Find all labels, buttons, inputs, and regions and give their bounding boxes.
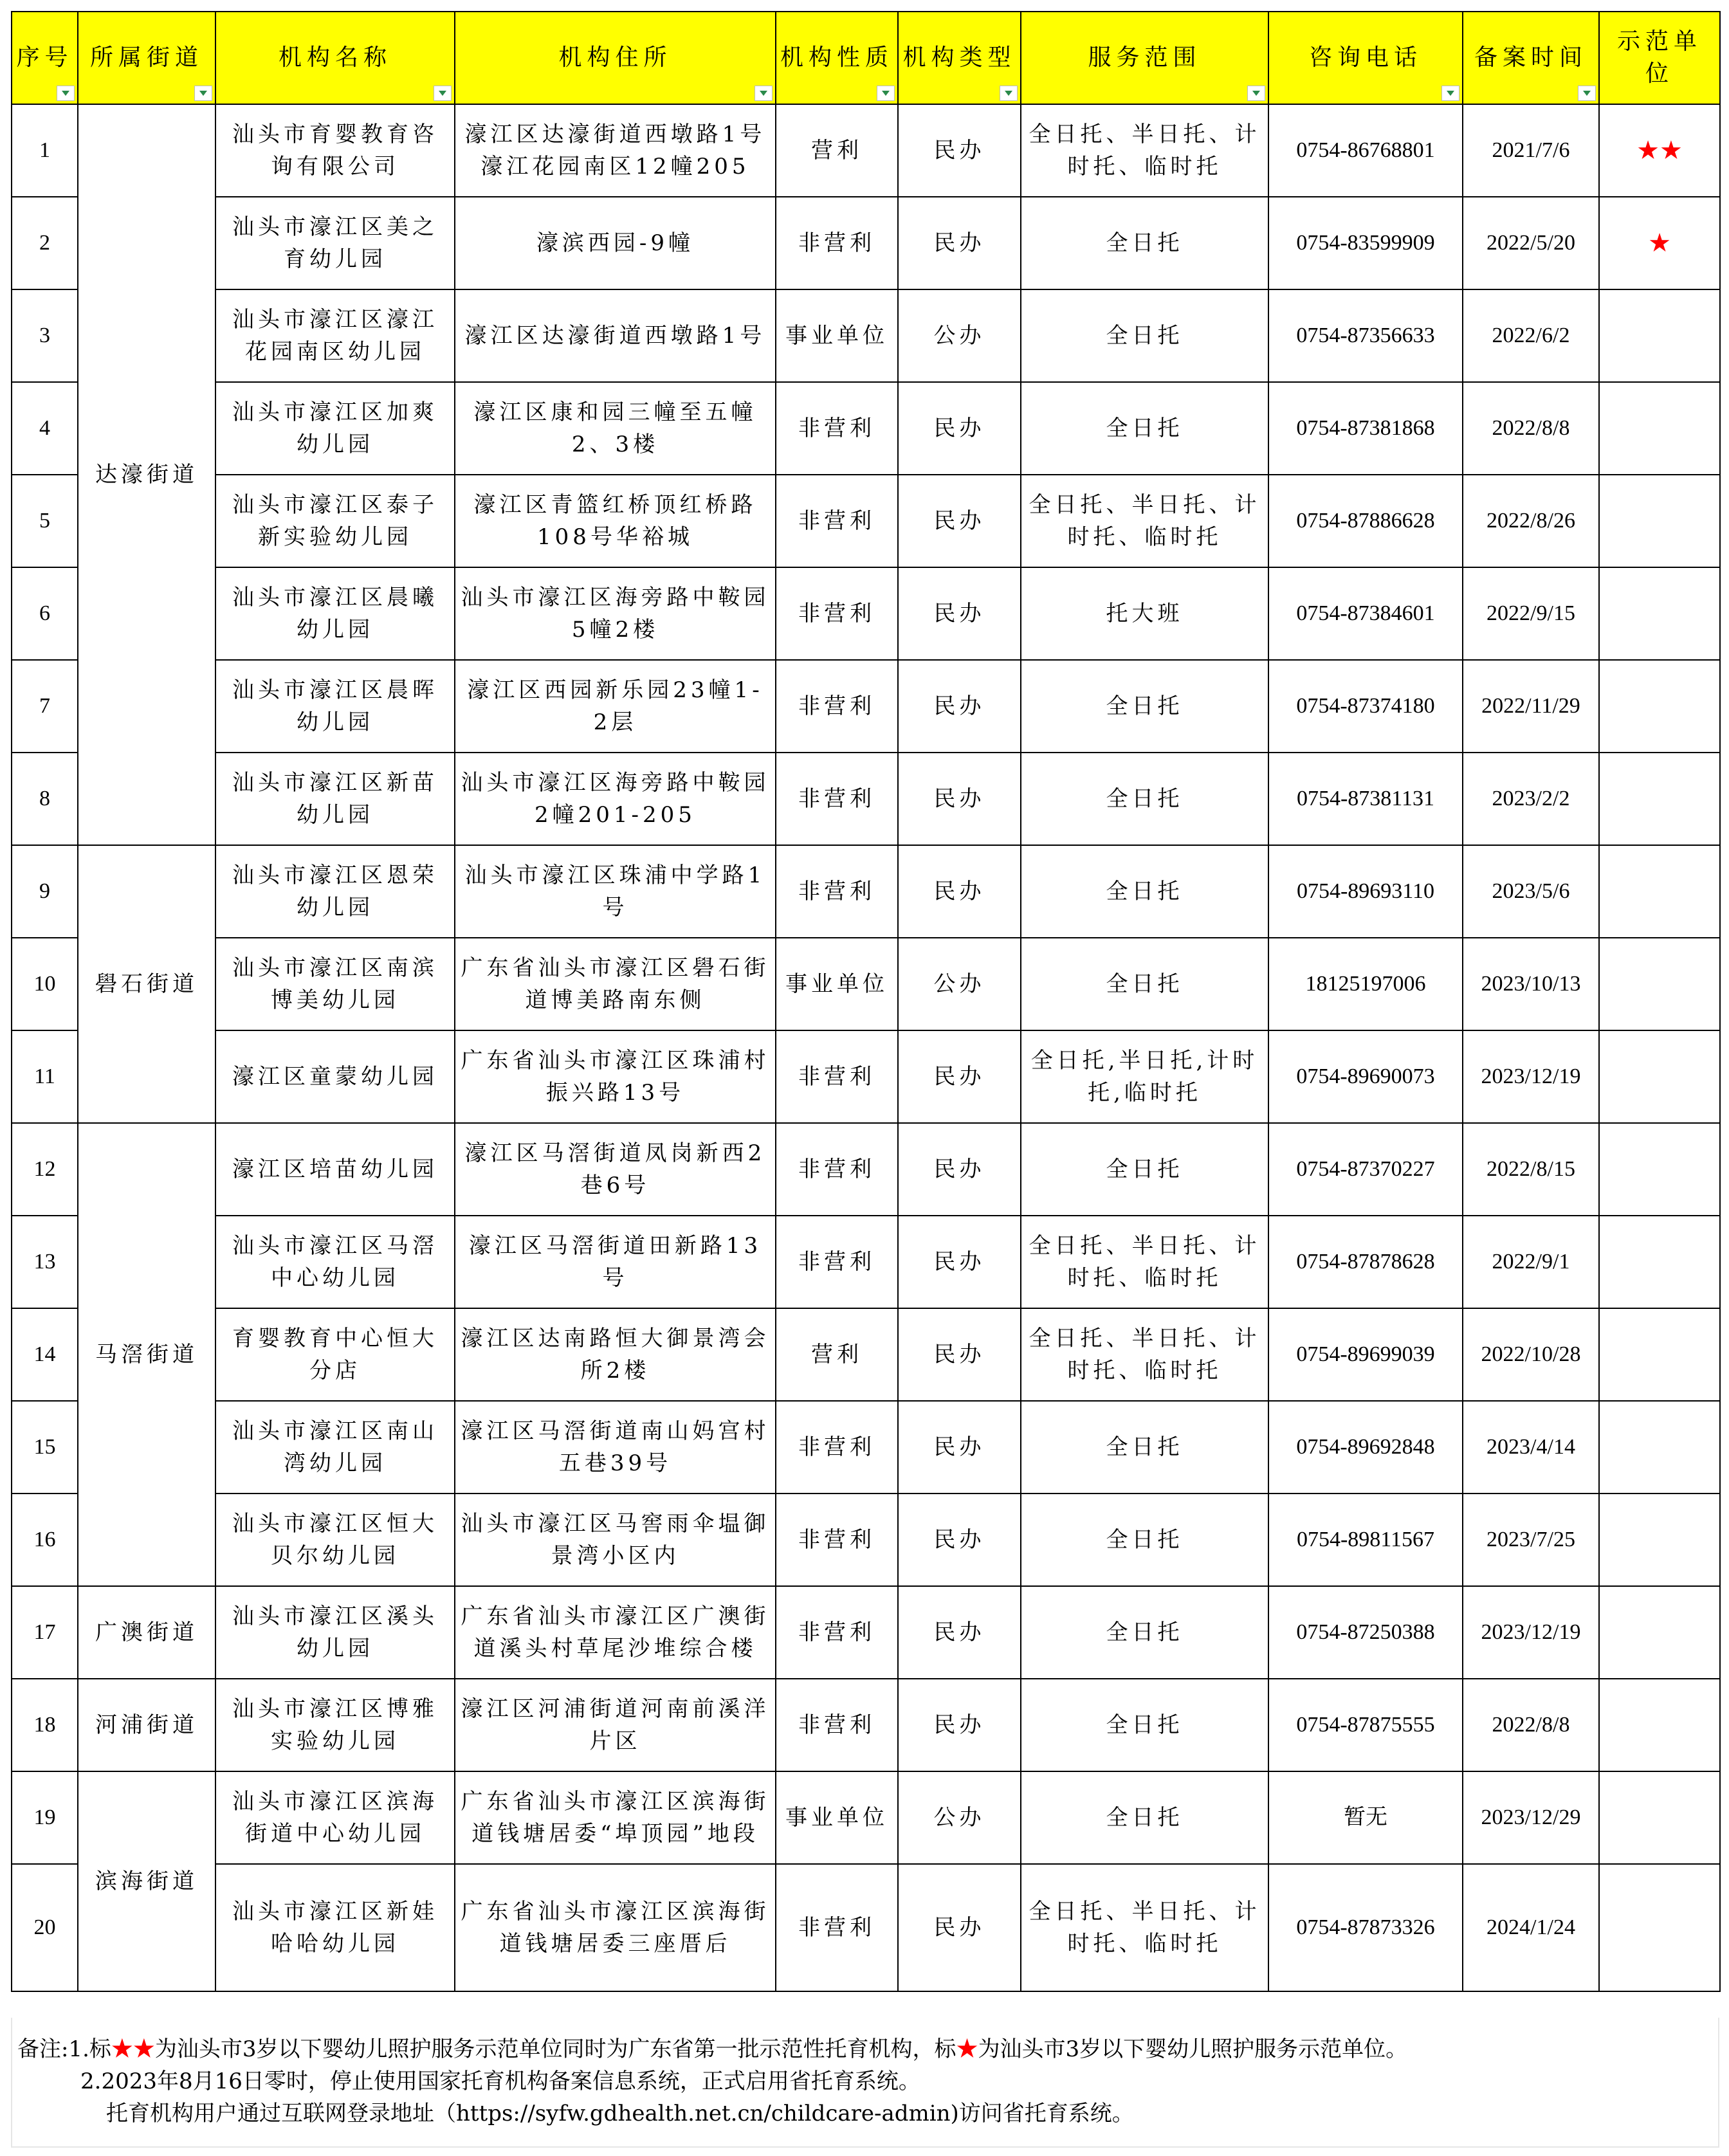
cell-date: 2023/10/13 — [1463, 938, 1599, 1030]
table-row — [12, 289, 1720, 382]
cell-no: 7 — [12, 660, 78, 753]
cell-name: 汕头市濠江区南山湾幼儿园 — [215, 1401, 455, 1494]
star-icon: ★ — [956, 2036, 978, 2062]
cell-no: 20 — [12, 1864, 78, 1991]
header-phone: 咨询电话 — [1268, 12, 1463, 104]
cell-phone: 0754-86768801 — [1268, 104, 1463, 197]
cell-demo-stars — [1599, 753, 1720, 845]
cell-no: 14 — [12, 1308, 78, 1401]
cell-demo-stars — [1599, 1771, 1720, 1864]
cell-date: 2022/11/29 — [1463, 660, 1599, 753]
cell-no: 9 — [12, 845, 78, 938]
cell-type: 民办 — [898, 567, 1021, 660]
cell-demo-stars — [1599, 1864, 1720, 1991]
cell-date: 2023/12/19 — [1463, 1586, 1599, 1679]
cell-address: 濠江区达濠街道西墩路1号濠江花园南区12幢205 — [455, 104, 776, 197]
cell-demo-stars — [1599, 1401, 1720, 1494]
cell-nature: 事业单位 — [776, 938, 898, 1030]
notes — [11, 2018, 1719, 2148]
cell-type: 民办 — [898, 660, 1021, 753]
cell-address: 濠江区康和园三幢至五幢2、3楼 — [455, 382, 776, 475]
cell-nature: 非营利 — [776, 1494, 898, 1586]
cell-nature: 非营利 — [776, 845, 898, 938]
cell-no: 15 — [12, 1401, 78, 1494]
cell-phone: 0754-89690073 — [1268, 1030, 1463, 1123]
cell-street: 河浦街道 — [78, 1679, 215, 1771]
cell-type: 民办 — [898, 1123, 1021, 1216]
cell-phone: 0754-89692848 — [1268, 1401, 1463, 1494]
cell-demo-stars — [1599, 567, 1720, 660]
cell-phone: 0754-87356633 — [1268, 289, 1463, 382]
cell-type: 民办 — [898, 845, 1021, 938]
table-row — [12, 104, 1720, 197]
cell-phone: 0754-87875555 — [1268, 1679, 1463, 1771]
cell-date: 2022/8/8 — [1463, 1679, 1599, 1771]
cell-name: 汕头市濠江区博雅实验幼儿园 — [215, 1679, 455, 1771]
cell-address: 广东省汕头市濠江区滨海街道钱塘居委“埠顶园”地段 — [455, 1771, 776, 1864]
cell-type: 民办 — [898, 1216, 1021, 1308]
cell-no: 8 — [12, 753, 78, 845]
table-row — [12, 1679, 1720, 1771]
cell-address: 濠江区马滘街道田新路13号 — [455, 1216, 776, 1308]
cell-name: 育婴教育中心恒大分店 — [215, 1308, 455, 1401]
cell-nature: 营利 — [776, 1308, 898, 1401]
cell-nature: 非营利 — [776, 382, 898, 475]
cell-date: 2023/2/2 — [1463, 753, 1599, 845]
cell-address: 濠江区马滘街道凤岗新西2巷6号 — [455, 1123, 776, 1216]
cell-date: 2022/10/28 — [1463, 1308, 1599, 1401]
cell-address: 广东省汕头市濠江区滨海街道钱塘居委三座厝后 — [455, 1864, 776, 1991]
filter-dropdown-icon[interactable] — [57, 86, 75, 101]
cell-name: 汕头市濠江区晨曦幼儿园 — [215, 567, 455, 660]
note-line-1: 备注:1.标★★为汕头市3岁以下婴幼儿照护服务示范单位同时为广东省第一批示范性托育机构，标★为汕头市3岁以下婴幼儿照护服务示范单位。 — [17, 2036, 1408, 2062]
cell-phone: 0754-87374180 — [1268, 660, 1463, 753]
cell-type: 民办 — [898, 1401, 1021, 1494]
cell-type: 民办 — [898, 1586, 1021, 1679]
cell-date: 2023/5/6 — [1463, 845, 1599, 938]
cell-name: 汕头市濠江区恩荣幼儿园 — [215, 845, 455, 938]
header-name: 机构名称 — [215, 12, 455, 104]
cell-date: 2022/9/1 — [1463, 1216, 1599, 1308]
cell-name: 汕头市濠江区溪头幼儿园 — [215, 1586, 455, 1679]
cell-scope: 全日托 — [1021, 845, 1268, 938]
cell-address: 汕头市濠江区海旁路中鞍园2幢201-205 — [455, 753, 776, 845]
note-line-2: 2.2023年8月16日零时，停止使用国家托育机构备案信息系统，正式启用省托育系统。 — [80, 2069, 920, 2094]
cell-type: 民办 — [898, 1494, 1021, 1586]
cell-scope: 全日托,半日托,计时托,临时托 — [1021, 1030, 1268, 1123]
cell-date: 2022/9/15 — [1463, 567, 1599, 660]
cell-date: 2023/12/19 — [1463, 1030, 1599, 1123]
cell-type: 民办 — [898, 753, 1021, 845]
table-row — [12, 1030, 1720, 1123]
cell-nature: 非营利 — [776, 1123, 898, 1216]
header-demo: 示范单位 — [1599, 12, 1720, 104]
cell-demo-stars — [1599, 938, 1720, 1030]
cell-nature: 非营利 — [776, 567, 898, 660]
cell-nature: 事业单位 — [776, 289, 898, 382]
cell-demo-stars — [1599, 1308, 1720, 1401]
cell-type: 民办 — [898, 197, 1021, 289]
table-row — [12, 660, 1720, 753]
cell-type: 民办 — [898, 382, 1021, 475]
cell-scope: 全日托 — [1021, 1494, 1268, 1586]
cell-type: 民办 — [898, 104, 1021, 197]
cell-phone: 0754-87873326 — [1268, 1864, 1463, 1991]
cell-date: 2022/8/15 — [1463, 1123, 1599, 1216]
cell-no: 2 — [12, 197, 78, 289]
cell-demo-stars: ★★ — [1599, 104, 1720, 197]
cell-scope: 全日托 — [1021, 197, 1268, 289]
cell-phone: 0754-87886628 — [1268, 475, 1463, 567]
cell-address: 濠江区西园新乐园23幢1-2层 — [455, 660, 776, 753]
childcare-institutions-table — [11, 11, 1721, 1992]
cell-scope: 全日托 — [1021, 1586, 1268, 1679]
cell-address: 汕头市濠江区珠浦中学路1号 — [455, 845, 776, 938]
cell-name: 汕头市濠江区泰子新实验幼儿园 — [215, 475, 455, 567]
filter-dropdown-icon[interactable] — [434, 86, 452, 101]
cell-nature: 非营利 — [776, 1864, 898, 1991]
table-row — [12, 1401, 1720, 1494]
cell-address: 广东省汕头市濠江区广澳街道溪头村草尾沙堆综合楼 — [455, 1586, 776, 1679]
cell-no: 10 — [12, 938, 78, 1030]
table-row — [12, 1308, 1720, 1401]
table-body — [12, 104, 1720, 1991]
table-row — [12, 1586, 1720, 1679]
cell-scope: 全日托、半日托、计时托、临时托 — [1021, 475, 1268, 567]
cell-date: 2022/6/2 — [1463, 289, 1599, 382]
cell-type: 民办 — [898, 1864, 1021, 1991]
cell-address: 汕头市濠江区马窖雨伞塭御景湾小区内 — [455, 1494, 776, 1586]
cell-no: 1 — [12, 104, 78, 197]
cell-date: 2023/4/14 — [1463, 1401, 1599, 1494]
cell-scope: 全日托、半日托、计时托、临时托 — [1021, 1864, 1268, 1991]
cell-no: 16 — [12, 1494, 78, 1586]
cell-date: 2022/8/8 — [1463, 382, 1599, 475]
cell-demo-stars — [1599, 1030, 1720, 1123]
cell-address: 濠江区达南路恒大御景湾会所2楼 — [455, 1308, 776, 1401]
cell-name: 汕头市濠江区滨海街道中心幼儿园 — [215, 1771, 455, 1864]
cell-no: 11 — [12, 1030, 78, 1123]
cell-demo-stars — [1599, 1216, 1720, 1308]
cell-date: 2024/1/24 — [1463, 1864, 1599, 1991]
cell-demo-stars: ★ — [1599, 197, 1720, 289]
cell-scope: 全日托、半日托、计时托、临时托 — [1021, 104, 1268, 197]
cell-demo-stars — [1599, 382, 1720, 475]
cell-phone: 0754-89811567 — [1268, 1494, 1463, 1586]
filter-dropdown-icon[interactable] — [1578, 86, 1596, 101]
cell-no: 6 — [12, 567, 78, 660]
cell-date: 2022/8/26 — [1463, 475, 1599, 567]
cell-demo-stars — [1599, 1586, 1720, 1679]
cell-address: 濠滨西园-9幢 — [455, 197, 776, 289]
cell-scope: 全日托 — [1021, 1679, 1268, 1771]
cell-phone: 0754-89699039 — [1268, 1308, 1463, 1401]
cell-type: 公办 — [898, 1771, 1021, 1864]
header-date: 备案时间 — [1463, 12, 1599, 104]
cell-address: 濠江区马滘街道南山妈宫村五巷39号 — [455, 1401, 776, 1494]
header-no: 序号 — [12, 12, 78, 104]
cell-scope: 全日托 — [1021, 753, 1268, 845]
cell-street: 达濠街道 — [78, 104, 215, 845]
cell-type: 民办 — [898, 1030, 1021, 1123]
cell-address: 濠江区达濠街道西墩路1号 — [455, 289, 776, 382]
cell-no: 18 — [12, 1679, 78, 1771]
cell-scope: 全日托 — [1021, 289, 1268, 382]
cell-type: 民办 — [898, 1679, 1021, 1771]
filter-dropdown-icon[interactable] — [1000, 86, 1018, 101]
cell-phone: 0754-87381131 — [1268, 753, 1463, 845]
cell-name: 濠江区童蒙幼儿园 — [215, 1030, 455, 1123]
cell-name: 汕头市濠江区南滨博美幼儿园 — [215, 938, 455, 1030]
cell-scope: 全日托 — [1021, 660, 1268, 753]
cell-name: 汕头市育婴教育咨询有限公司 — [215, 104, 455, 197]
header-row — [12, 12, 1720, 104]
cell-no: 12 — [12, 1123, 78, 1216]
table-row — [12, 197, 1720, 289]
cell-scope: 全日托、半日托、计时托、临时托 — [1021, 1308, 1268, 1401]
cell-phone: 0754-83599909 — [1268, 197, 1463, 289]
cell-demo-stars — [1599, 289, 1720, 382]
cell-nature: 非营利 — [776, 475, 898, 567]
cell-nature: 营利 — [776, 104, 898, 197]
cell-nature: 非营利 — [776, 1030, 898, 1123]
cell-street: 马滘街道 — [78, 1123, 215, 1586]
two-star-icon: ★★ — [111, 2036, 155, 2062]
table-row — [12, 475, 1720, 567]
header-scope: 服务范围 — [1021, 12, 1268, 104]
header-address: 机构住所 — [455, 12, 776, 104]
filter-dropdown-icon[interactable] — [194, 86, 212, 101]
cell-no: 5 — [12, 475, 78, 567]
cell-date: 2023/7/25 — [1463, 1494, 1599, 1586]
cell-name: 汕头市濠江区濠江花园南区幼儿园 — [215, 289, 455, 382]
table-row — [12, 1771, 1720, 1864]
cell-scope: 全日托 — [1021, 938, 1268, 1030]
filter-dropdown-icon[interactable] — [1441, 86, 1459, 101]
table-row — [12, 1494, 1720, 1586]
cell-phone: 暂无 — [1268, 1771, 1463, 1864]
table-row — [12, 567, 1720, 660]
header-type: 机构类型 — [898, 12, 1021, 104]
cell-name: 汕头市濠江区美之育幼儿园 — [215, 197, 455, 289]
cell-type: 公办 — [898, 289, 1021, 382]
header-nature: 机构性质 — [776, 12, 898, 104]
cell-demo-stars — [1599, 660, 1720, 753]
cell-name: 汕头市濠江区恒大贝尔幼儿园 — [215, 1494, 455, 1586]
cell-demo-stars — [1599, 1679, 1720, 1771]
cell-nature: 非营利 — [776, 1216, 898, 1308]
cell-type: 公办 — [898, 938, 1021, 1030]
filter-dropdown-icon[interactable] — [755, 86, 773, 101]
cell-nature: 事业单位 — [776, 1771, 898, 1864]
cell-address: 汕头市濠江区海旁路中鞍园5幢2楼 — [455, 567, 776, 660]
table-row — [12, 1123, 1720, 1216]
cell-demo-stars — [1599, 845, 1720, 938]
cell-name: 汕头市濠江区新苗幼儿园 — [215, 753, 455, 845]
cell-street: 礐石街道 — [78, 845, 215, 1123]
cell-scope: 全日托、半日托、计时托、临时托 — [1021, 1216, 1268, 1308]
table-row — [12, 382, 1720, 475]
cell-scope: 全日托 — [1021, 382, 1268, 475]
cell-phone: 0754-87370227 — [1268, 1123, 1463, 1216]
cell-address: 广东省汕头市濠江区礐石街道博美路南东侧 — [455, 938, 776, 1030]
cell-demo-stars — [1599, 475, 1720, 567]
cell-nature: 非营利 — [776, 660, 898, 753]
cell-no: 19 — [12, 1771, 78, 1864]
cell-nature: 非营利 — [776, 1679, 898, 1771]
filter-dropdown-icon[interactable] — [877, 86, 895, 101]
table-row — [12, 938, 1720, 1030]
cell-scope: 全日托 — [1021, 1401, 1268, 1494]
table-row — [12, 753, 1720, 845]
cell-demo-stars — [1599, 1123, 1720, 1216]
cell-scope: 全日托 — [1021, 1771, 1268, 1864]
cell-phone: 0754-87250388 — [1268, 1586, 1463, 1679]
cell-date: 2023/12/29 — [1463, 1771, 1599, 1864]
cell-nature: 非营利 — [776, 753, 898, 845]
cell-name: 濠江区培苗幼儿园 — [215, 1123, 455, 1216]
cell-phone: 0754-87381868 — [1268, 382, 1463, 475]
cell-name: 汕头市濠江区晨晖幼儿园 — [215, 660, 455, 753]
cell-scope: 全日托 — [1021, 1123, 1268, 1216]
cell-address: 濠江区河浦街道河南前溪洋片区 — [455, 1679, 776, 1771]
cell-type: 民办 — [898, 475, 1021, 567]
cell-no: 13 — [12, 1216, 78, 1308]
cell-street: 广澳街道 — [78, 1586, 215, 1679]
cell-street: 滨海街道 — [78, 1771, 215, 1991]
cell-no: 3 — [12, 289, 78, 382]
cell-name: 汕头市濠江区马滘中心幼儿园 — [215, 1216, 455, 1308]
cell-phone: 0754-87384601 — [1268, 567, 1463, 660]
cell-nature: 非营利 — [776, 197, 898, 289]
cell-name: 汕头市濠江区新娃哈哈幼儿园 — [215, 1864, 455, 1991]
header-street: 所属街道 — [78, 12, 215, 104]
cell-address: 濠江区青篮红桥顶红桥路108号华裕城 — [455, 475, 776, 567]
cell-phone: 0754-87878628 — [1268, 1216, 1463, 1308]
note-line-3: 托育机构用户通过互联网登录地址（https://syfw.gdhealth.net.cn/childcare-admin)访问省托育系统。 — [106, 2101, 1134, 2126]
cell-date: 2022/5/20 — [1463, 197, 1599, 289]
cell-scope: 托大班 — [1021, 567, 1268, 660]
cell-no: 4 — [12, 382, 78, 475]
cell-address: 广东省汕头市濠江区珠浦村振兴路13号 — [455, 1030, 776, 1123]
table-row — [12, 1216, 1720, 1308]
cell-demo-stars — [1599, 1494, 1720, 1586]
cell-phone: 18125197006 — [1268, 938, 1463, 1030]
cell-nature: 非营利 — [776, 1401, 898, 1494]
table-row — [12, 1864, 1720, 1991]
cell-date: 2021/7/6 — [1463, 104, 1599, 197]
filter-dropdown-icon[interactable] — [1247, 86, 1265, 101]
cell-phone: 0754-89693110 — [1268, 845, 1463, 938]
cell-nature: 非营利 — [776, 1586, 898, 1679]
cell-name: 汕头市濠江区加爽幼儿园 — [215, 382, 455, 475]
cell-no: 17 — [12, 1586, 78, 1679]
cell-type: 民办 — [898, 1308, 1021, 1401]
table-row — [12, 845, 1720, 938]
